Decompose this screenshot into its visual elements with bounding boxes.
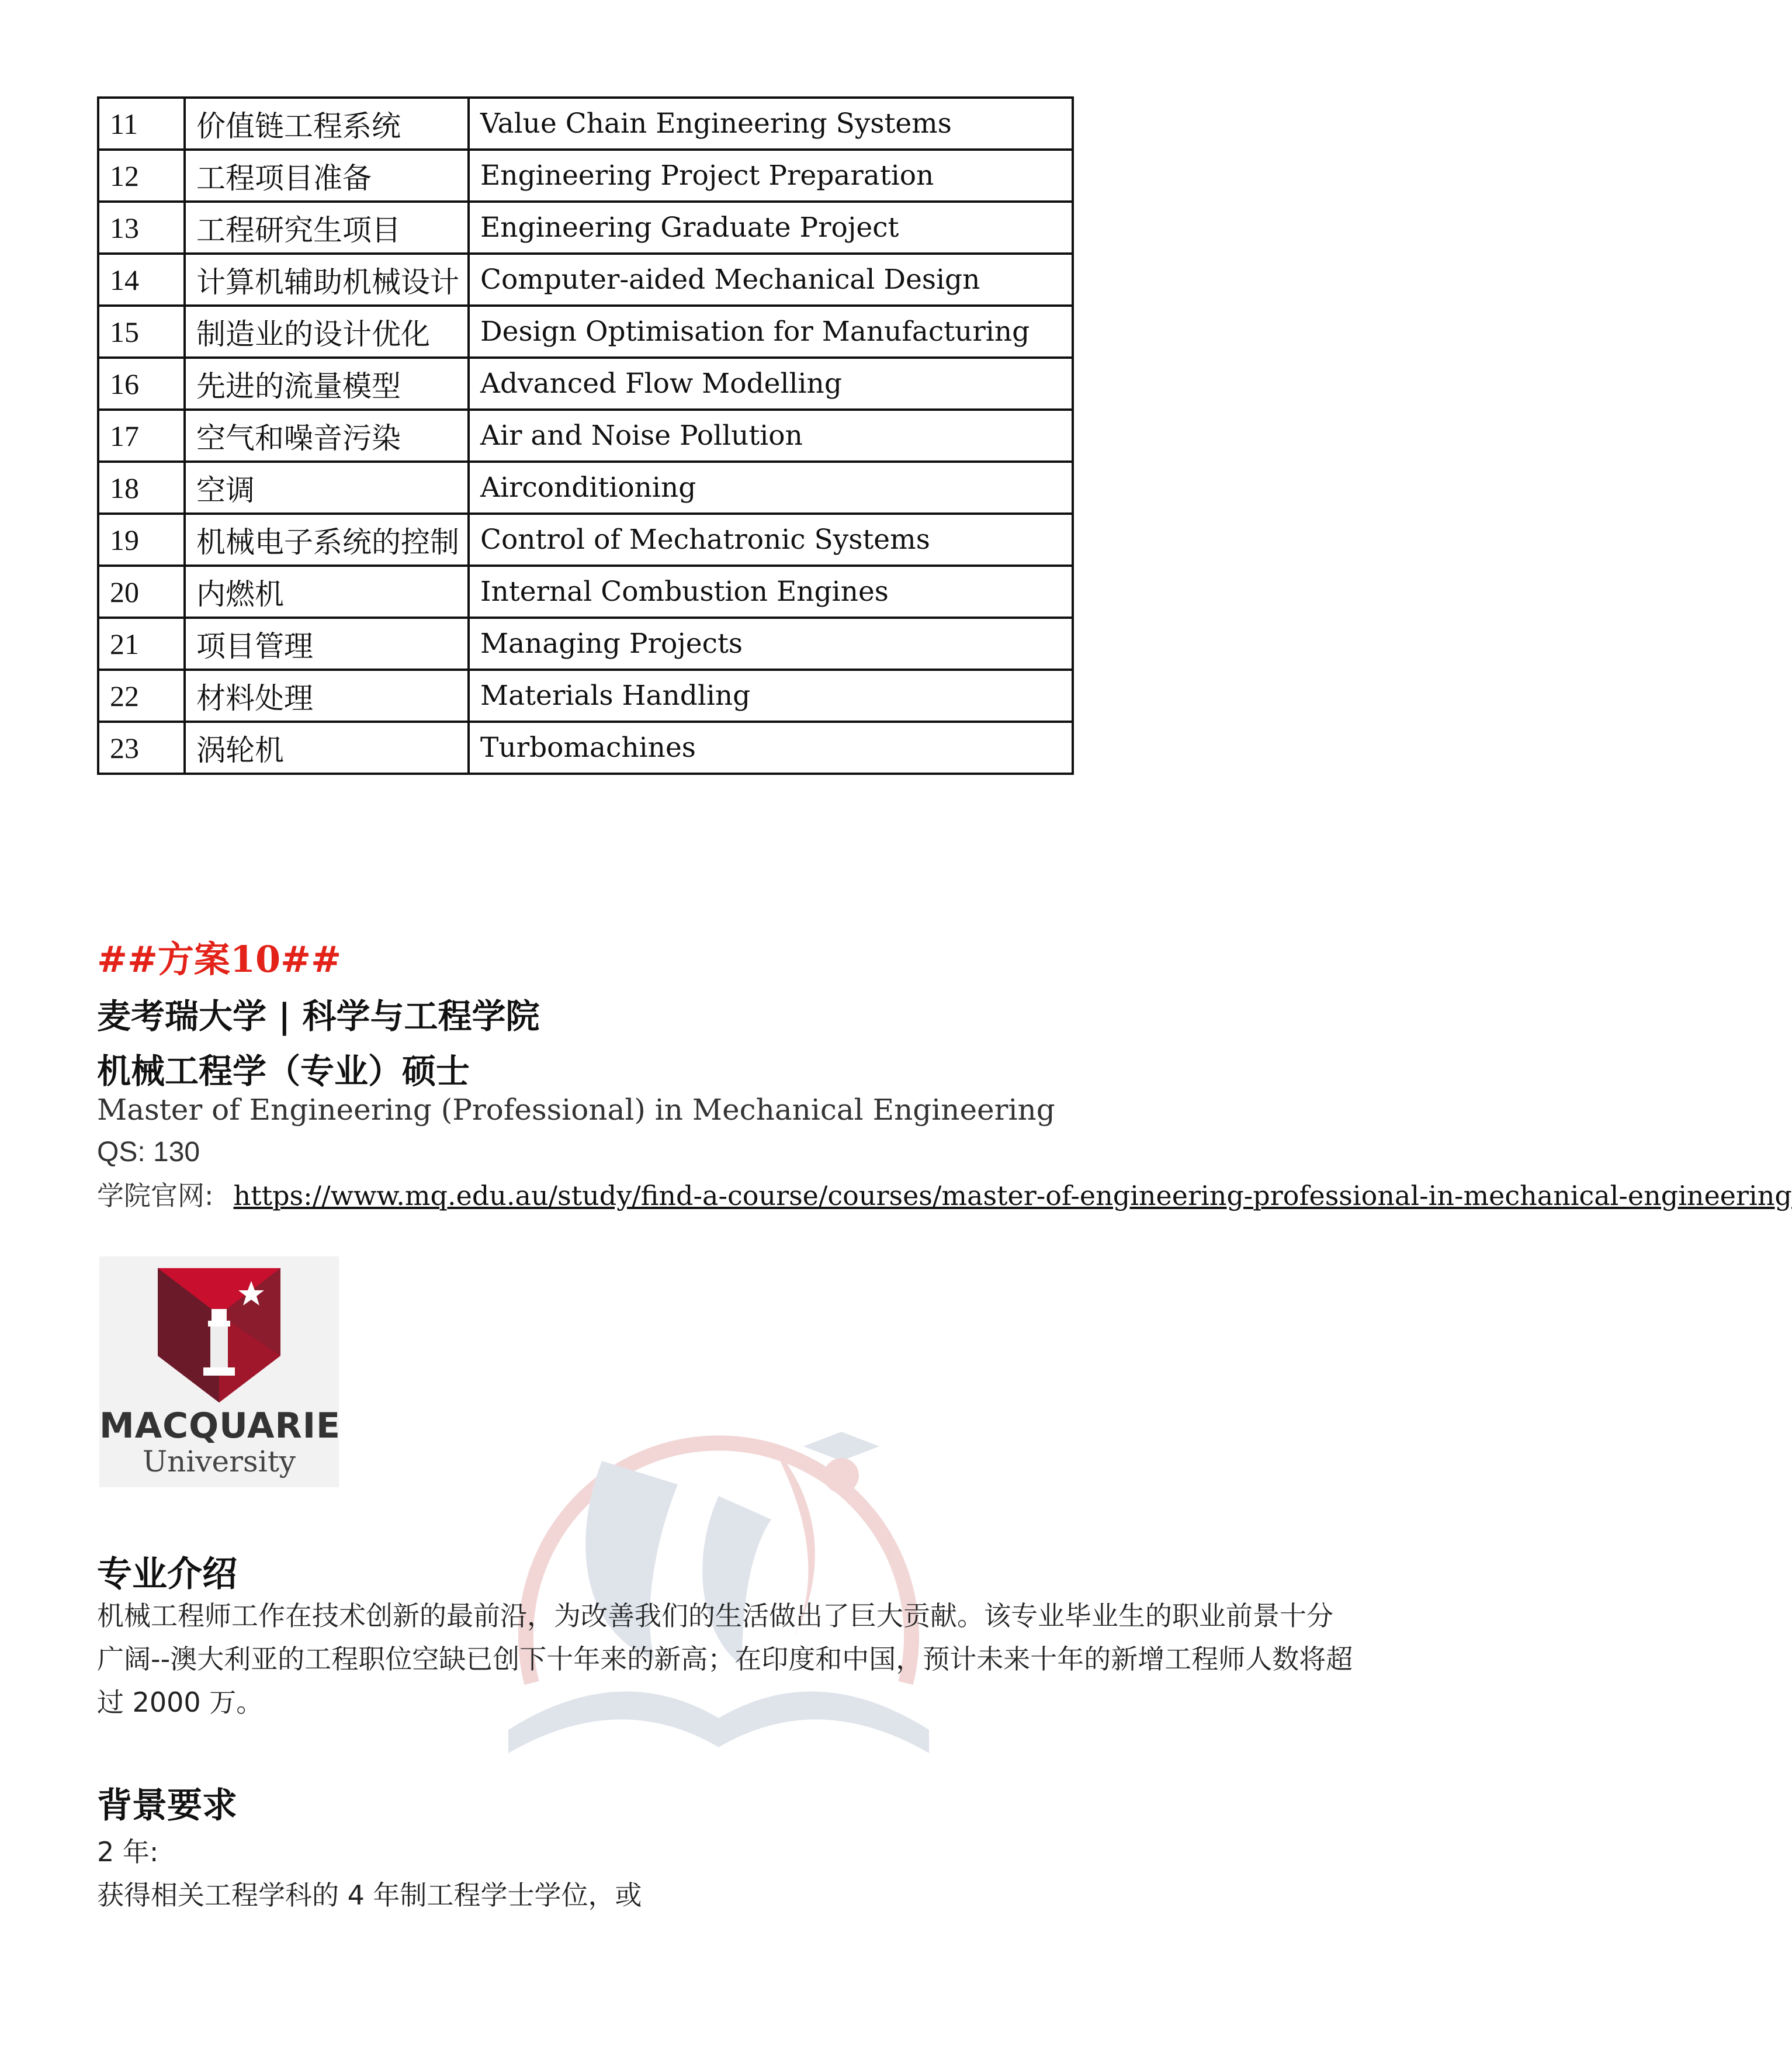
table-row	[98, 462, 1073, 514]
course-number: 12	[98, 150, 185, 202]
course-name-cn: 项目管理	[185, 618, 469, 670]
course-name-en: Air and Noise Pollution	[469, 410, 1073, 462]
course-name-cn: 计算机辅助机械设计	[185, 254, 469, 306]
program-title-cn: 机械工程学（专业）硕士	[97, 1051, 470, 1091]
logo-subtitle: University	[142, 1445, 296, 1478]
course-number: 16	[98, 358, 185, 410]
watermark-logo	[467, 1309, 970, 1812]
background-requirement: 获得相关工程学科的 4 年制工程学士学位，或	[97, 1879, 642, 1911]
website-link[interactable]: https://www.mq.edu.au/study/find-a-course/courses/master-of-engineering-professional-in-mechanical-engineering	[233, 1180, 1792, 1211]
course-name-en: Managing Projects	[469, 618, 1073, 670]
intro-paragraph: 机械工程师工作在技术创新的最前沿，为改善我们的生活做出了巨大贡献。该专业毕业生的职业前景十分广阔--澳大利亚的工程职位空缺已创下十年来的新高；在印度和中国，预计未来十年的新增工程师人数将超过 2000 万。	[97, 1600, 1353, 1718]
course-name-cn: 工程项目准备	[185, 150, 469, 202]
course-name-cn: 空气和噪音污染	[185, 410, 469, 462]
table-row	[98, 566, 1073, 618]
course-name-en: Value Chain Engineering Systems	[469, 98, 1073, 150]
course-name-en: Turbomachines	[469, 722, 1073, 774]
table-row	[98, 722, 1073, 774]
course-name-en: Engineering Project Preparation	[469, 150, 1073, 202]
course-number: 17	[98, 410, 185, 462]
table-row	[98, 410, 1073, 462]
course-number: 18	[98, 462, 185, 514]
course-name-en: Airconditioning	[469, 462, 1073, 514]
course-name-en: Materials Handling	[469, 670, 1073, 722]
course-table	[97, 96, 1074, 775]
table-row	[98, 150, 1073, 202]
intro-heading: 专业介绍	[97, 1554, 237, 1595]
course-number: 14	[98, 254, 185, 306]
table-row	[98, 98, 1073, 150]
course-name-cn: 先进的流量模型	[185, 358, 469, 410]
course-name-en: Control of Mechatronic Systems	[469, 514, 1073, 566]
course-name-cn: 材料处理	[185, 670, 469, 722]
plan-heading: ##方案10##	[97, 938, 342, 981]
course-number: 19	[98, 514, 185, 566]
table-row	[98, 618, 1073, 670]
course-name-cn: 内燃机	[185, 566, 469, 618]
course-name-en: Internal Combustion Engines	[469, 566, 1073, 618]
macquarie-university-logo	[99, 1256, 339, 1487]
table-row	[98, 514, 1073, 566]
course-number: 21	[98, 618, 185, 670]
table-row	[98, 358, 1073, 410]
background-heading: 背景要求	[97, 1785, 237, 1826]
course-number: 22	[98, 670, 185, 722]
course-number: 15	[98, 306, 185, 358]
program-title-en: Master of Engineering (Professional) in Mechanical Engineering	[97, 1093, 1055, 1127]
course-number: 23	[98, 722, 185, 774]
course-name-cn: 涡轮机	[185, 722, 469, 774]
course-name-cn: 机械电子系统的控制	[185, 514, 469, 566]
table-row	[98, 254, 1073, 306]
course-name-cn: 工程研究生项目	[185, 202, 469, 254]
lighthouse-shield-icon	[158, 1268, 280, 1403]
course-name-cn: 价值链工程系统	[185, 98, 469, 150]
course-number: 20	[98, 566, 185, 618]
website-row	[97, 1175, 1792, 1213]
website-label: 学院官网:	[97, 1180, 214, 1211]
table-row	[98, 670, 1073, 722]
course-name-cn: 制造业的设计优化	[185, 306, 469, 358]
course-name-cn: 空调	[185, 462, 469, 514]
logo-wordmark: MACQUARIE	[99, 1405, 341, 1446]
course-name-en: Design Optimisation for Manufacturing	[469, 306, 1073, 358]
course-name-en: Engineering Graduate Project	[469, 202, 1073, 254]
course-name-en: Advanced Flow Modelling	[469, 358, 1073, 410]
background-duration: 2 年:	[97, 1836, 159, 1868]
table-row	[98, 306, 1073, 358]
university-faculty-title: 麦考瑞大学 | 科学与工程学院	[97, 996, 540, 1036]
course-number: 11	[98, 98, 185, 150]
course-name-en: Computer-aided Mechanical Design	[469, 254, 1073, 306]
qs-ranking: QS: 130	[97, 1137, 200, 1168]
table-row	[98, 202, 1073, 254]
course-number: 13	[98, 202, 185, 254]
